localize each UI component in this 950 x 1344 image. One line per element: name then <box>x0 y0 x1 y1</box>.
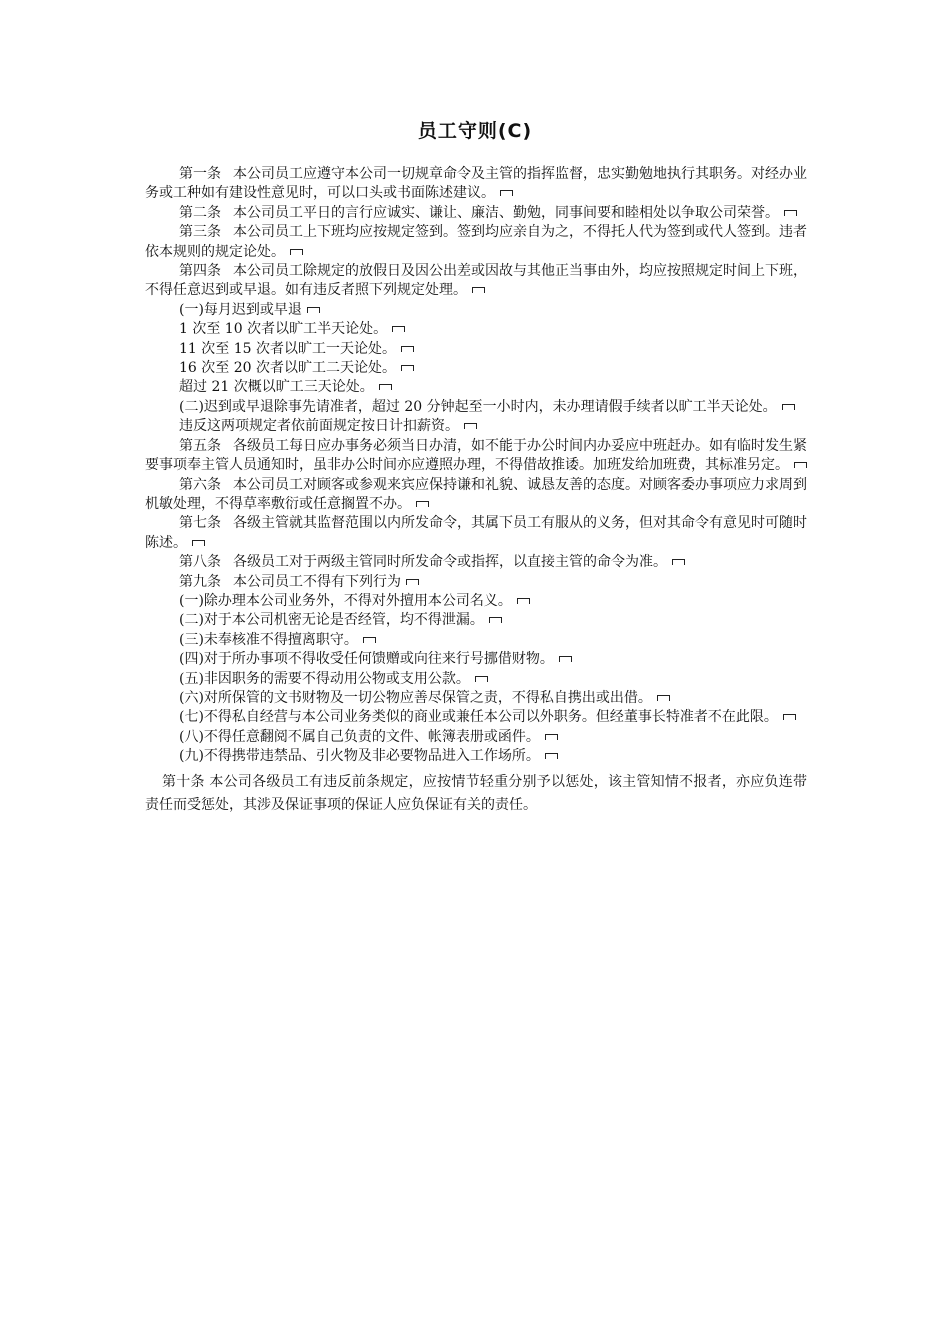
paragraph-text: 11 次至 15 次者以旷工一天论处。 <box>179 340 396 357</box>
paragraph-mark-icon <box>545 734 558 740</box>
paragraph-mark-icon <box>307 307 320 313</box>
article-number: 第二条 <box>179 204 221 221</box>
paragraph-text: 1 次至 10 次者以旷工半天论处。 <box>179 321 388 338</box>
clause-paragraph <box>145 378 807 397</box>
clause-paragraph <box>145 398 807 417</box>
final-article-paragraph: 第十条 本公司各级员工有违反前条规定，应按情节轻重分别予以惩处，该主管知情不报者，亦应负连带责任而受惩处，其涉及保证事项的保证人应负保证有关的责任。 <box>145 773 807 813</box>
paragraph-text: 本公司员工对顾客或参观来宾应保持谦和礼貌、诚恳友善的态度。对顾客委办事项应力求周到机敏处理，不得草率敷衍或任意搁置不办。 <box>145 476 807 512</box>
article-number: 第八条 <box>179 554 221 571</box>
article-number: 第五条 <box>179 437 221 454</box>
paragraph-mark-icon <box>401 346 414 352</box>
paragraph-text: 各级员工每日应办事务必须当日办清，如不能于办公时间内办妥应中班赶办。如有临时发生紧要事项奉主管人员通知时，虽非办公时间亦应遵照办理，不得借故推诿。加班发给加班费，其标准另定。 <box>145 437 807 474</box>
paragraph-mark-icon <box>464 423 477 429</box>
article-number: 第三条 <box>179 224 221 241</box>
paragraph-mark-icon <box>406 579 419 585</box>
paragraph-text: 违反这两项规定者依前面规定按日计扣薪资。 <box>179 418 459 435</box>
paragraph-text: 16 次至 20 次者以旷工二天论处。 <box>179 360 396 377</box>
article-paragraph <box>145 204 807 223</box>
clause-paragraph <box>145 611 807 630</box>
article-number: 第九条 <box>179 573 221 590</box>
paragraph-text: (八)不得任意翻阅不属自己负责的文件、帐簿表册或函件。 <box>179 728 540 745</box>
article-number: 第七条 <box>179 515 221 532</box>
article-paragraph <box>145 553 807 572</box>
clause-paragraph <box>145 747 807 766</box>
paragraph-text: 各级主管就其监督范围以内所发命令，其属下员工有服从的义务，但对其命令有意见时可随时陈述。 <box>145 515 807 551</box>
paragraph-mark-icon <box>401 365 414 371</box>
paragraph-text: (三)未奉核准不得擅离职守。 <box>179 631 358 648</box>
paragraph-text: (二)迟到或早退除事先请准者，超过 20 分钟起至一小时内，未办理请假手续者以旷工半天论处。 <box>179 398 777 415</box>
article-number: 第四条 <box>179 263 221 280</box>
paragraph-mark-icon <box>794 462 807 468</box>
paragraph-mark-icon <box>784 210 797 216</box>
paragraph-mark-icon <box>657 695 670 701</box>
article-paragraph <box>145 262 807 301</box>
paragraph-text: (二)对于本公司机密无论是否经管，均不得泄漏。 <box>179 612 484 629</box>
article-number: 第六条 <box>179 476 221 493</box>
paragraph-mark-icon <box>782 404 795 410</box>
clause-paragraph <box>145 320 807 339</box>
article-paragraph <box>145 165 807 204</box>
clause-paragraph <box>145 359 807 378</box>
paragraph-mark-icon <box>559 656 572 662</box>
paragraph-mark-icon <box>379 384 392 390</box>
paragraph-mark-icon <box>290 249 303 255</box>
clause-paragraph <box>145 631 807 650</box>
paragraph-mark-icon <box>500 190 513 196</box>
paragraph-mark-icon <box>192 540 205 546</box>
clause-paragraph <box>145 650 807 669</box>
article-paragraph <box>145 573 807 592</box>
paragraph-text: 超过 21 次概以旷工三天论处。 <box>179 379 374 396</box>
article-paragraph <box>145 437 807 476</box>
paragraph-text: (六)对所保管的文书财物及一切公物应善尽保管之责，不得私自携出或出借。 <box>179 689 652 706</box>
paragraph-text: (一)除办理本公司业务外，不得对外擅用本公司名义。 <box>179 592 512 609</box>
clause-paragraph <box>145 728 807 747</box>
article-paragraph <box>145 223 807 262</box>
paragraph-text: 本公司员工除规定的放假日及因公出差或因故与其他正当事由外，均应按照规定时间上下班，不得任意迟到或早退。如有违反者照下列规定处理。 <box>145 263 807 299</box>
clause-paragraph <box>145 592 807 611</box>
article-paragraph <box>145 514 807 553</box>
paragraph-text: 本公司员工应遵守本公司一切规章命令及主管的指挥监督，忠实勤勉地执行其职务。对经办业务或工种如有建设性意见时，可以口头或书面陈述建议。 <box>145 166 807 202</box>
document-body <box>145 165 807 817</box>
clause-paragraph <box>145 340 807 359</box>
paragraph-text: (一)每月迟到或早退 <box>179 301 302 318</box>
paragraph-text: 各级员工对于两级主管同时所发命令或指挥，以直接主管的命令为准。 <box>233 554 667 571</box>
clause-paragraph <box>145 670 807 689</box>
article-number: 第一条 <box>179 166 221 182</box>
paragraph-mark-icon <box>545 753 558 759</box>
paragraph-text: (五)非因职务的需要不得动用公物或支用公款。 <box>179 670 470 687</box>
clause-paragraph <box>145 689 807 708</box>
paragraph-text: 本公司员工平日的言行应诚实、谦让、廉洁、勤勉，同事间要和睦相处以争取公司荣誉。 <box>233 204 779 221</box>
paragraph-mark-icon <box>672 559 685 565</box>
paragraph-text: 本公司员工不得有下列行为 <box>233 573 401 590</box>
clause-paragraph <box>145 417 807 436</box>
paragraph-mark-icon <box>783 714 796 720</box>
paragraph-text: (四)对于所办事项不得收受任何馈赠或向往来行号挪借财物。 <box>179 651 554 668</box>
page-title: 员工守则(C) <box>417 120 533 142</box>
article-paragraph <box>145 476 807 515</box>
paragraph-text: (七)不得私自经营与本公司业务类似的商业或兼任本公司以外职务。但经董事长特准者不在此限。 <box>179 709 778 726</box>
paragraph-mark-icon <box>472 287 485 293</box>
clause-paragraph <box>145 708 807 727</box>
paragraph-mark-icon <box>517 598 530 604</box>
paragraph-mark-icon <box>475 676 488 682</box>
paragraph-text: (九)不得携带违禁品、引火物及非必要物品进入工作场所。 <box>179 748 540 765</box>
clause-paragraph <box>145 301 807 320</box>
paragraph-mark-icon <box>416 501 429 507</box>
paragraph-text: 本公司员工上下班均应按规定签到。签到均应亲自为之，不得托人代为签到或代人签到。违者依本规则的规定论处。 <box>145 224 807 260</box>
paragraph-mark-icon <box>363 637 376 643</box>
paragraph-mark-icon <box>489 617 502 623</box>
paragraph-mark-icon <box>392 326 405 332</box>
